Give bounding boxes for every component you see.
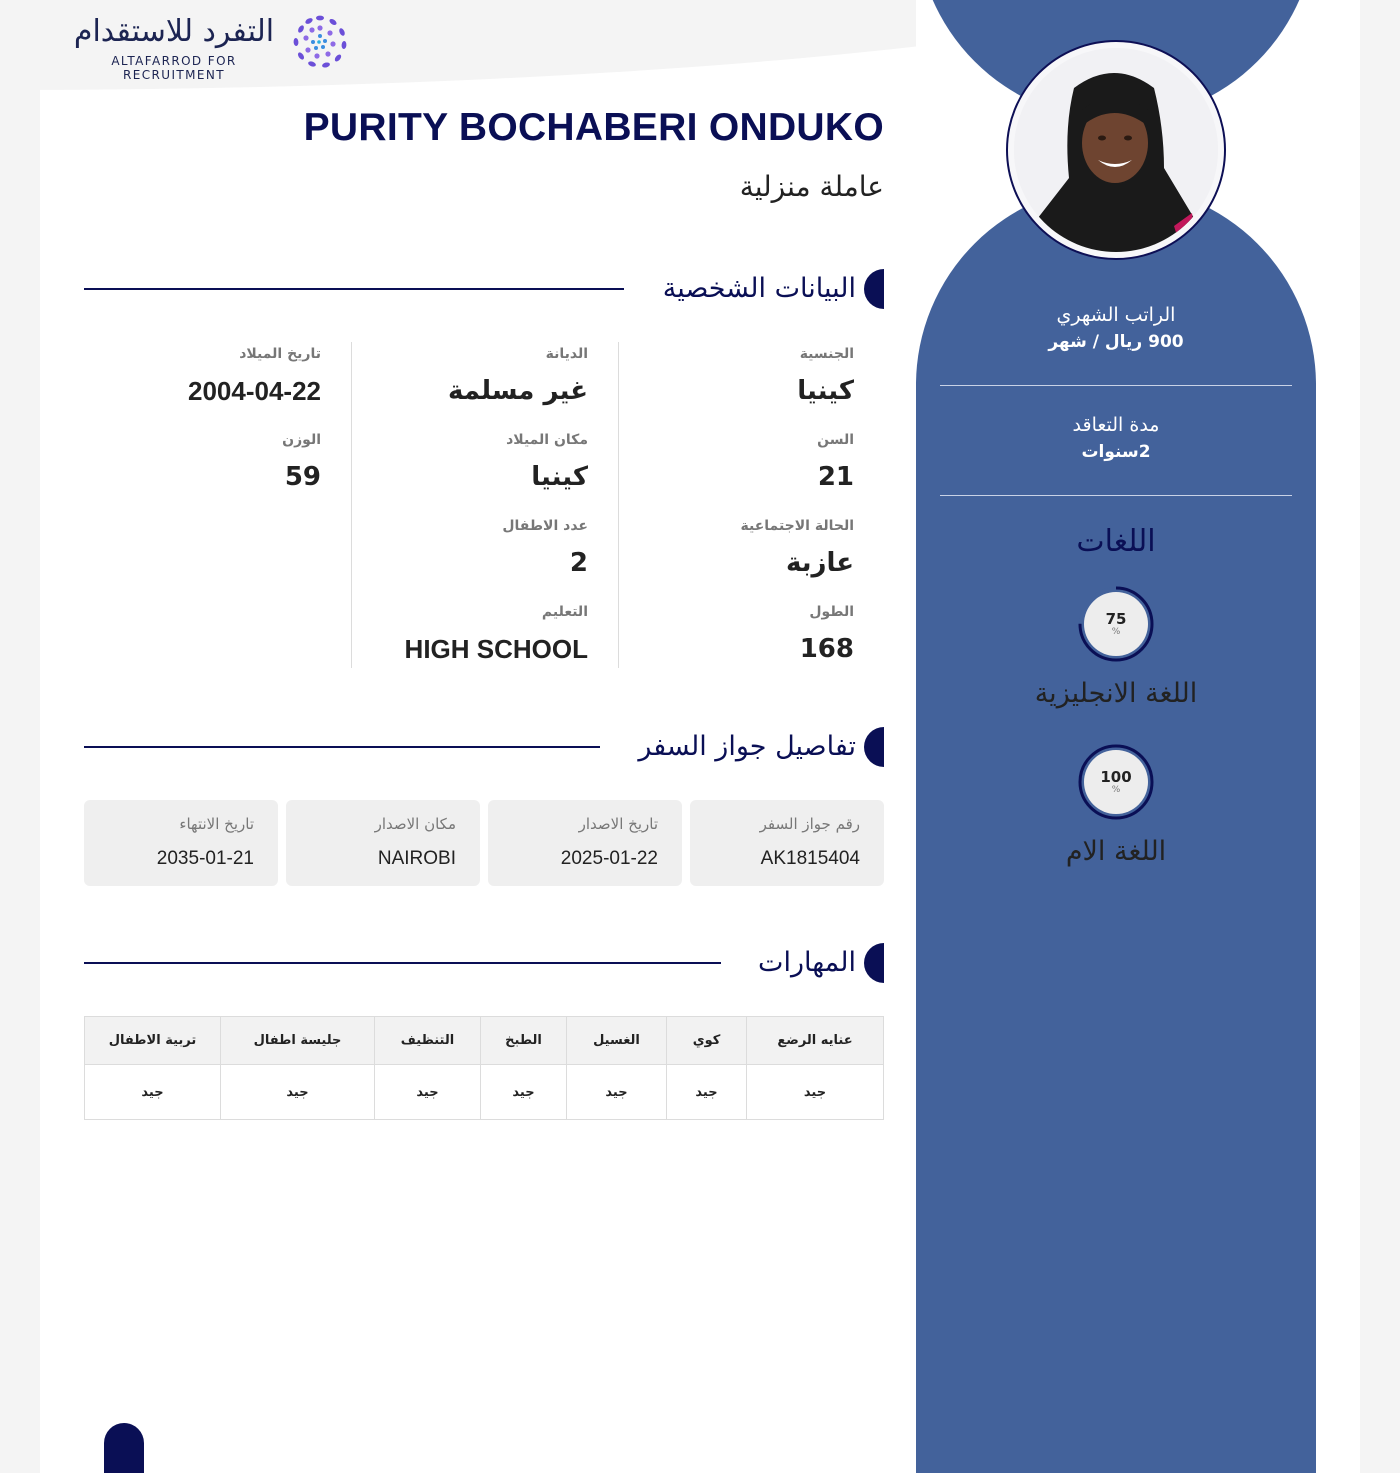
- avatar-photo: [1014, 48, 1218, 252]
- passport-value: AK1815404: [760, 848, 860, 869]
- section-header-skills: [84, 943, 884, 983]
- info-label: الوزن: [282, 432, 321, 448]
- info-nationality: [797, 346, 854, 406]
- brand-name-ar: التفرد للاستقدام: [73, 14, 275, 49]
- info-column-3: [84, 342, 352, 668]
- brand-name-en: ALTAFARROD FOR RECRUITMENT: [111, 54, 237, 82]
- info-label: الحالة الاجتماعية: [740, 518, 854, 534]
- gauge-percent-sign: %: [1111, 785, 1121, 795]
- info-label: مكان الميلاد: [506, 432, 588, 448]
- passport-number-card: [690, 800, 884, 886]
- section-title: المهارات: [758, 947, 856, 978]
- candidate-name: PURITY BOCHABERI ONDUKO: [303, 106, 884, 149]
- info-education: [405, 604, 588, 665]
- language-gauge: [1076, 584, 1156, 664]
- info-weight: [282, 432, 321, 492]
- info-birthplace: [506, 432, 588, 492]
- info-value: غير مسلمة: [448, 376, 588, 406]
- skill-header: الطبخ: [481, 1017, 567, 1065]
- passport-issue-place-card: [286, 800, 480, 886]
- info-value: 2004-04-22: [188, 376, 321, 406]
- info-column-1: [618, 342, 884, 668]
- languages-title: اللغات: [1076, 524, 1156, 559]
- skill-value: جيد: [567, 1065, 667, 1120]
- info-birthdate: [188, 346, 321, 407]
- info-value: HIGH SCHOOL: [404, 634, 588, 664]
- info-religion: [448, 346, 588, 406]
- sidebar-divider: [940, 385, 1292, 386]
- gauge-value: 100: [1100, 768, 1132, 786]
- salary-block: [940, 302, 1292, 352]
- section-title: تفاصيل جواز السفر: [638, 731, 856, 762]
- info-value: 59: [284, 462, 321, 492]
- cv-page: [40, 0, 1360, 1473]
- passport-issue-date-card: [488, 800, 682, 886]
- section-rule: [84, 962, 721, 964]
- skill-header: التنظيف: [375, 1017, 481, 1065]
- language-name: اللغة الام: [1065, 836, 1167, 867]
- passport-value: 2035-01-21: [156, 848, 254, 869]
- skill-header: عنايه الرضع: [747, 1017, 884, 1065]
- info-value: 2: [569, 548, 588, 578]
- section-header-passport: [84, 727, 884, 767]
- info-value: عازبة: [785, 548, 854, 578]
- gauge-percent-sign: %: [1111, 627, 1121, 637]
- passport-expiry-card: [84, 800, 278, 886]
- contract-value: 2سنوات: [1081, 442, 1151, 462]
- section-rule: [84, 288, 624, 290]
- passport-label: رقم جواز السفر: [759, 815, 860, 833]
- passport-value: 2025-01-22: [560, 848, 658, 869]
- skill-header: كوي: [667, 1017, 747, 1065]
- skill-value: جيد: [481, 1065, 567, 1120]
- passport-label: تاريخ الانتهاء: [179, 815, 254, 833]
- section-rule: [84, 746, 600, 748]
- info-column-2: [352, 342, 619, 668]
- info-label: تاريخ الميلاد: [239, 346, 321, 362]
- skills-value-row: [85, 1065, 884, 1120]
- info-marital-status: [741, 518, 854, 578]
- passport-label: تاريخ الاصدار: [578, 815, 658, 833]
- info-label: عدد الاطفال: [502, 518, 588, 534]
- brand-logo: [60, 14, 360, 82]
- section-title: البيانات الشخصية: [662, 273, 856, 304]
- candidate-job: عاملة منزلية: [739, 170, 884, 203]
- section-tab: [864, 269, 884, 309]
- skill-value: جيد: [85, 1065, 221, 1120]
- info-value: 21: [817, 462, 854, 492]
- language-name: اللغة الانجليزية: [1034, 678, 1198, 709]
- skill-header: تربية الاطفال: [85, 1017, 221, 1065]
- sidebar-divider: [940, 495, 1292, 496]
- skill-header: الغسيل: [567, 1017, 667, 1065]
- section-tab: [864, 943, 884, 983]
- salary-value: 900 ريال / شهر: [1048, 332, 1184, 352]
- salary-label: الراتب الشهري: [1056, 304, 1176, 326]
- info-age: [817, 432, 854, 492]
- skill-value: جيد: [667, 1065, 747, 1120]
- skills-table: [84, 1016, 884, 1120]
- info-label: الجنسية: [799, 346, 854, 362]
- skill-header: جليسة اطفال: [221, 1017, 375, 1065]
- sidebar-panel: [916, 185, 1316, 1473]
- info-value: كينيا: [531, 462, 588, 492]
- avatar: [1006, 40, 1226, 260]
- skill-value: جيد: [747, 1065, 884, 1120]
- skill-value: جيد: [221, 1065, 375, 1120]
- skills-header-row: [85, 1017, 884, 1065]
- section-header-personal: [84, 269, 884, 309]
- info-height: [800, 604, 854, 664]
- gauge-value: 75: [1105, 610, 1127, 628]
- passport-value: NAIROBI: [377, 848, 456, 869]
- person-photo-icon: [1014, 48, 1218, 252]
- info-value: 168: [799, 634, 854, 664]
- info-label: السن: [817, 432, 854, 448]
- language-gauge: [1076, 742, 1156, 822]
- brand-mark-icon: [292, 14, 348, 70]
- contract-block: [940, 412, 1292, 462]
- passport-label: مكان الاصدار: [374, 815, 456, 833]
- info-label: التعليم: [541, 604, 588, 620]
- info-value: كينيا: [797, 376, 854, 406]
- section-tab: [864, 727, 884, 767]
- info-label: الطول: [809, 604, 854, 620]
- info-children: [502, 518, 588, 578]
- contract-label: مدة التعاقد: [1072, 414, 1160, 436]
- bottom-decoration-tab: [104, 1423, 144, 1473]
- info-label: الديانة: [545, 346, 588, 362]
- skill-value: جيد: [375, 1065, 481, 1120]
